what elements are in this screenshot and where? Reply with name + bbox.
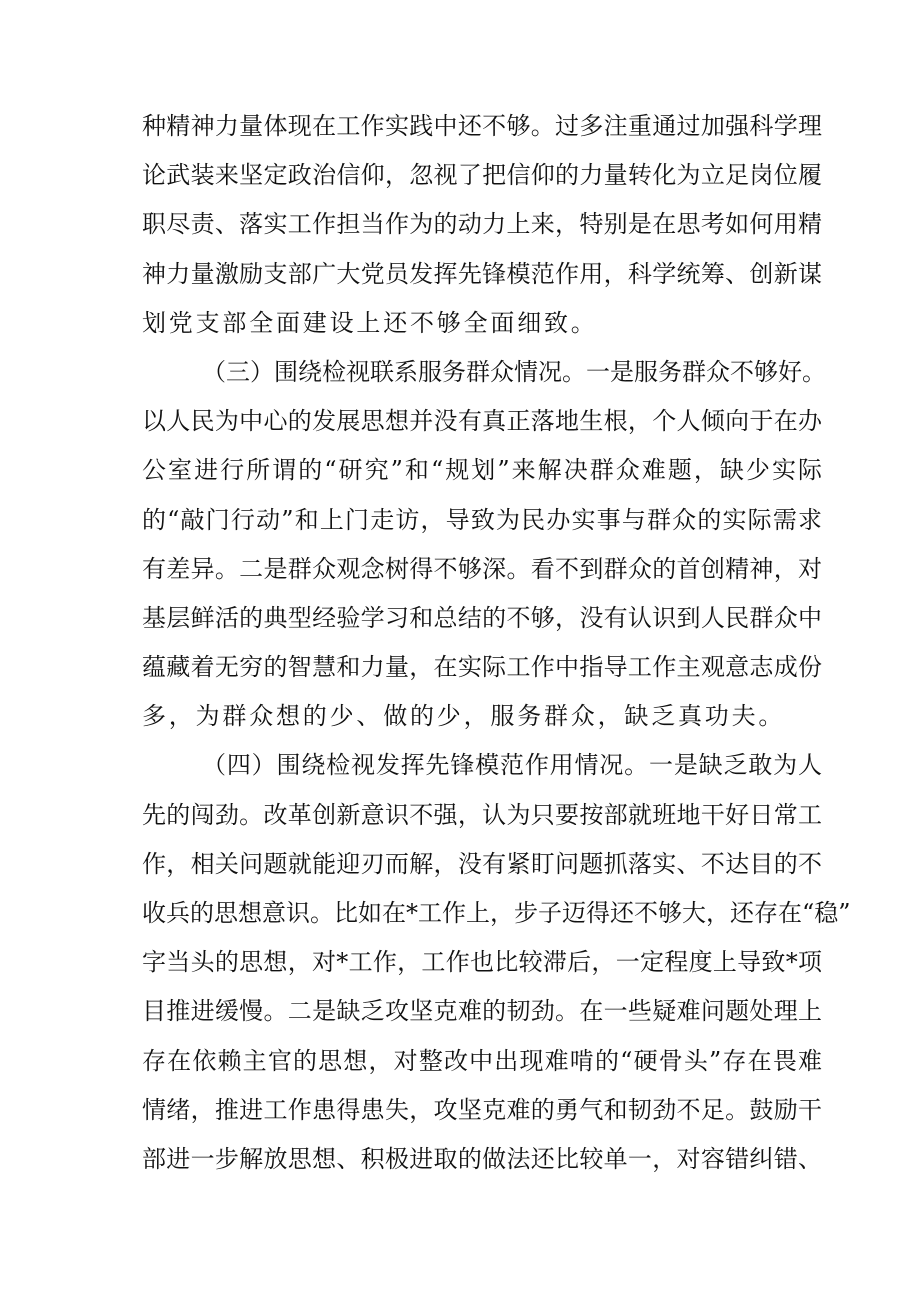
body-text [142, 102, 851, 1184]
text-line: 神力量激励支部广大党员发挥先锋模范作用，科学统筹、创新谋 [142, 259, 822, 288]
text-line: 多，为群众想的少、做的少，服务群众，缺乏真功夫。 [142, 702, 786, 731]
section-heading-line: （三）围绕检视联系服务群众情况。一是服务群众不够好。 [202, 357, 826, 386]
text-line: 字当头的思想，对*工作，工作也比较滞后，一定程度上导致*项 [142, 948, 822, 977]
text-line: 蕴藏着无穷的智慧和力量，在实际工作中指导工作主观意志成份 [142, 653, 822, 682]
section-heading-line: （四）围绕检视发挥先锋模范作用情况。一是缺乏敢为人 [202, 751, 822, 780]
text-line: 基层鲜活的典型经验学习和总结的不够，没有认识到人民群众中 [142, 603, 822, 632]
text-line: 存在依赖主官的思想，对整改中出现难啃的“硬骨头”存在畏难 [142, 1046, 822, 1075]
text-line: 收兵的思想意识。比如在*工作上，步子迈得还不够大，还存在“稳” [142, 899, 851, 927]
text-line: 以人民为中心的发展思想并没有真正落地生根，个人倾向于在办 [142, 407, 822, 436]
text-line: 作，相关问题就能迎刃而解，没有紧盯问题抓落实、不达目的不 [142, 849, 822, 878]
text-line: 先的闯劲。改革创新意识不强，认为只要按部就班地干好日常工 [142, 800, 822, 829]
text-line: 部进一步解放思想、积极进取的做法还比较单一，对容错纠错、 [142, 1144, 822, 1173]
text-line: 有差异。二是群众观念树得不够深。看不到群众的首创精神，对 [142, 554, 822, 583]
text-line: 论武装来坚定政治信仰，忽视了把信仰的力量转化为立足岗位履 [142, 161, 822, 190]
text-line: 划党支部全面建设上还不够全面细致。 [142, 308, 598, 337]
text-line: 种精神力量体现在工作实践中还不够。过多注重通过加强科学理 [142, 112, 822, 140]
text-line: 情绪，推进工作患得患失，攻坚克难的勇气和韧劲不足。鼓励干 [142, 1095, 822, 1124]
text-line: 公室进行所谓的“研究”和“规划”来解决群众难题，缺少实际 [142, 456, 822, 485]
text-line: 目推进缓慢。二是缺乏攻坚克难的韧劲。在一些疑难问题处理上 [142, 997, 822, 1026]
text-line: 的“敲门行动”和上门走访，导致为民办实事与群众的实际需求 [142, 505, 822, 534]
text-line: 职尽责、落实工作担当作为的动力上来，特别是在思考如何用精 [142, 210, 822, 239]
